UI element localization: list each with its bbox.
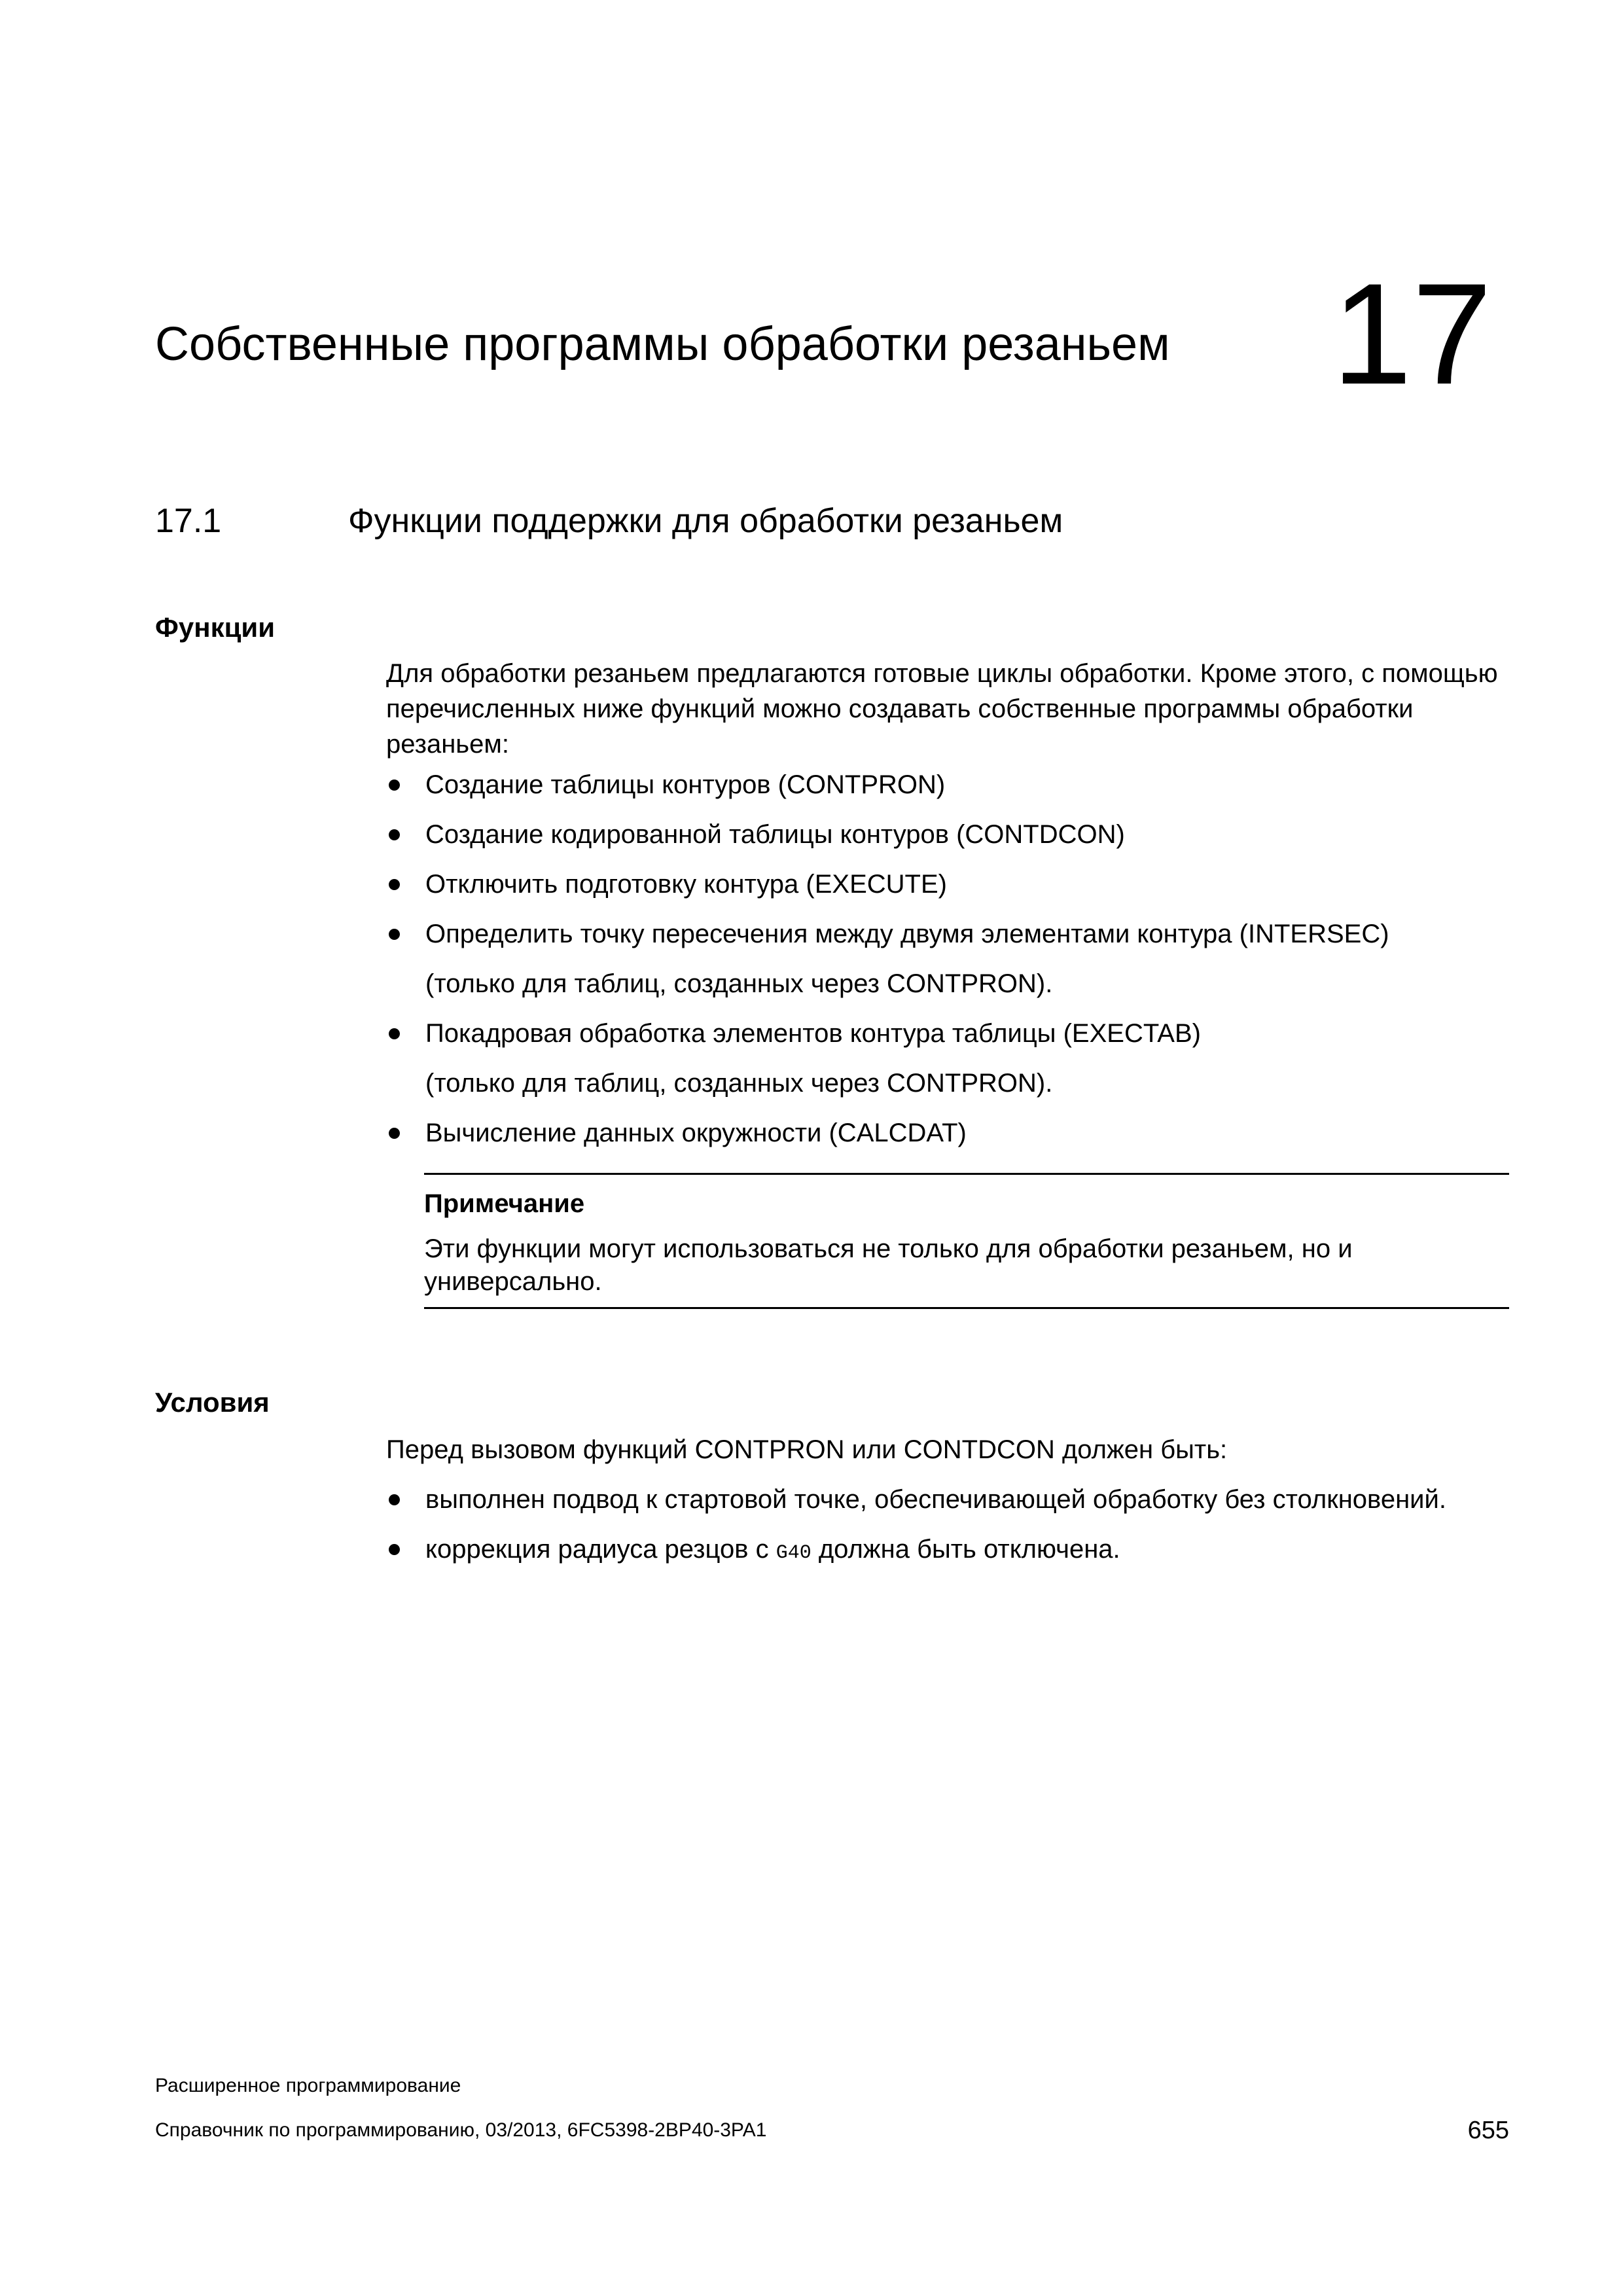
functions-intro: Для обработки резаньем предлагаются готовые циклы обработки. Кроме этого, с помощью перечисленных ниже функций можно создавать собственные программы обработки резаньем: [386,659,1498,759]
footer-manual-info: Справочник по программированию, 03/2013, 6FC5398-2BP40-3PA1 [155,2119,767,2141]
bullet-icon [389,829,400,840]
conditions-intro: Перед вызовом функций CONTPRON или CONTDCON должен быть: [386,1435,1228,1464]
list-item [386,1016,1525,1101]
footer-manual-title: Расширенное программирование [155,2075,461,2096]
list-item-text-after: должна быть отключена. [811,1535,1120,1564]
list-item-text: выполнен подвод к стартовой точке, обеспечивающей обработку без столкновений. [425,1485,1446,1514]
conditions-list [386,1482,1525,1571]
list-item [386,1482,1525,1517]
chapter-number: 17 [1332,253,1492,414]
list-item [386,1115,1525,1151]
list-item-text: Создание кодированной таблицы контуров (CONTDCON) [425,820,1125,849]
list-item-text: Вычисление данных окружности (CALCDAT) [425,1119,967,1147]
functions-heading: Функции [155,612,276,643]
list-item-text: Определить точку пересечения между двумя элементами контура (INTERSEC) [425,920,1389,948]
list-item-text: Создание таблицы контуров (CONTPRON) [425,770,946,799]
list-item [386,916,1525,1001]
list-item [386,767,1525,802]
bullet-icon [389,780,400,791]
page-number: 655 [1467,2117,1509,2144]
bullet-icon [389,1028,400,1039]
note-text: Эти функции могут использоваться не только для обработки резаньем, но и универсально. [424,1234,1353,1296]
list-item-text-before: коррекция радиуса резцов с [425,1535,776,1564]
list-item-subtext: (только для таблиц, созданных через CONTPRON). [425,1069,1053,1098]
code-g40: G40 [776,1542,812,1564]
section-title: Функции поддержки для обработки резаньем [348,502,1063,540]
bullet-icon [389,1544,400,1555]
bullet-icon [389,879,400,890]
bullet-icon [389,1494,400,1505]
section-number: 17.1 [155,502,222,540]
list-item-subtext: (только для таблиц, созданных через CONTPRON). [425,969,1053,998]
note-box [424,1173,1509,1309]
bullet-icon [389,929,400,940]
chapter-title: Собственные программы обработки резаньем [155,318,1170,370]
list-item [386,867,1525,902]
bullet-icon [389,1128,400,1139]
functions-list [386,767,1525,1151]
conditions-heading: Условия [155,1387,270,1418]
note-title: Примечание [424,1189,585,1218]
list-item [386,817,1525,852]
list-item-text: Покадровая обработка элементов контура таблицы (EXECTAB) [425,1019,1201,1048]
list-item [386,1532,1525,1571]
list-item-text: Отключить подготовку контура (EXECUTE) [425,870,947,899]
